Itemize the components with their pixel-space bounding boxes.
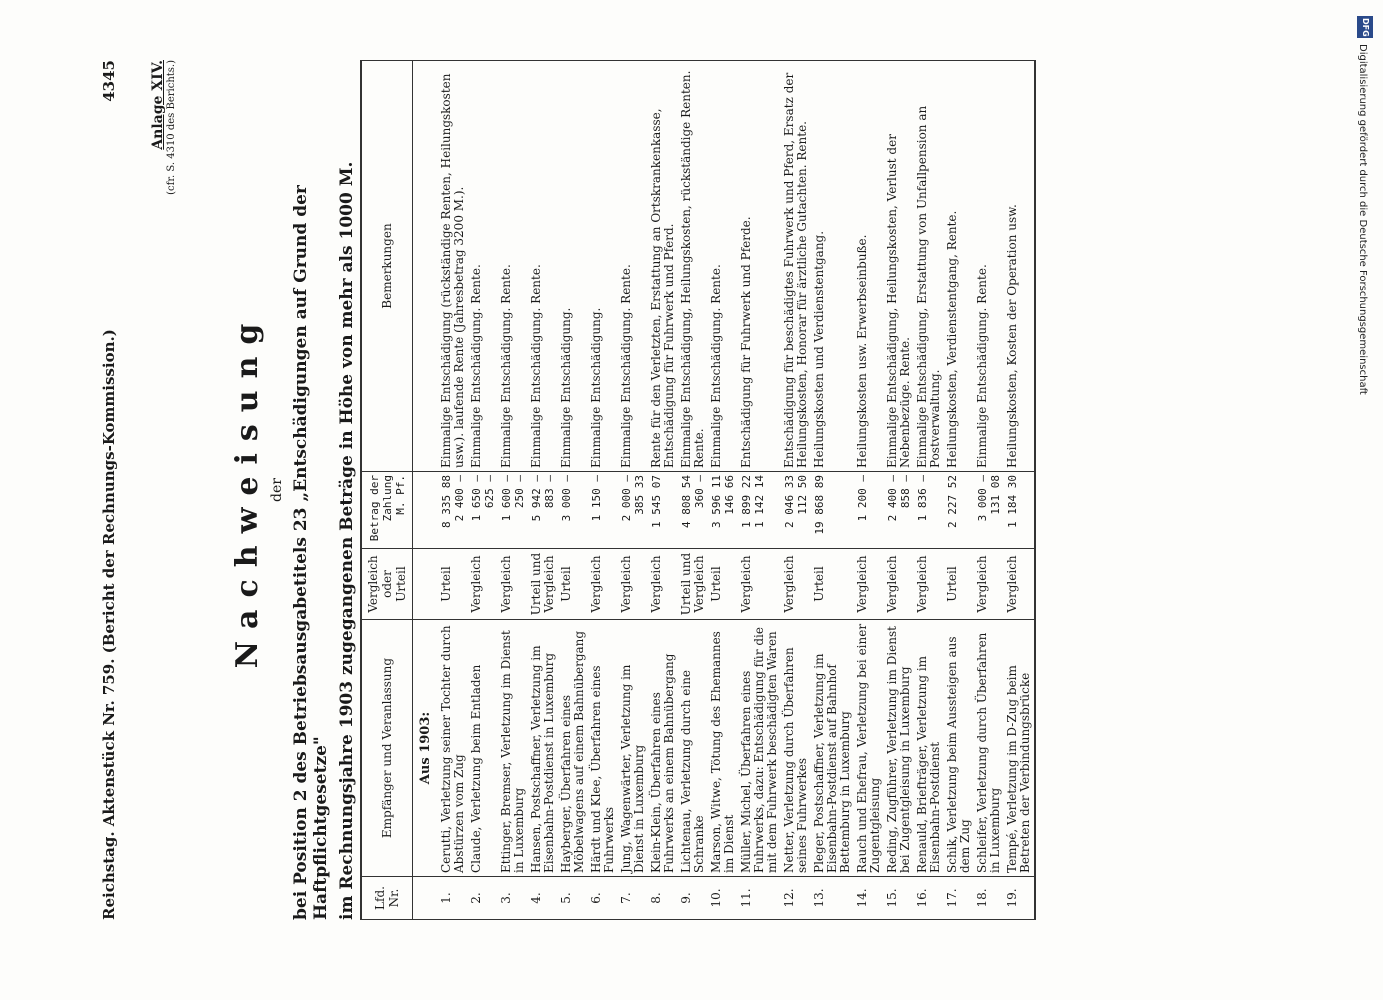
col-bemerkungen: Bemerkungen [361,61,413,472]
dfg-logo: DFG [1357,16,1373,38]
row-betrag: 1 200 — [854,472,884,549]
payments-table [360,60,1036,920]
row-art: Vergleich [854,549,884,620]
table-row [884,61,914,920]
col-art: Vergleich oder Urteil [361,549,413,620]
row-empfaenger: Rauch und Ehefrau, Verletzung bei einer Zugentgleisung [854,620,884,877]
row-bemerkungen: Einmalige Entschädigung. Rente. [468,61,498,472]
table-row [678,61,708,920]
row-bemerkungen: Heilungskosten usw. Erwerbseinbuße. [854,61,884,472]
row-nr: 13. [811,877,854,920]
anlage-title: Anlage XIV. [150,60,166,150]
row-betrag: 8 335 88 2 400 — [438,472,468,549]
table-row [811,61,854,920]
row-bemerkungen: Einmalige Entschädigung, Heilungskosten, Verlust der Nebenbezüge. Rente. [884,61,914,472]
row-art: Urteil [811,549,854,620]
row-empfaenger: Müller, Michel, Überfahren eines Fuhrwerks, dazu: Entschädigung für die mit dem Fuhrwerk beschädigten Waren [738,620,781,877]
table-row [1004,61,1035,920]
table-row [468,61,498,920]
table-row [558,61,588,920]
row-betrag: 3 000 — [558,472,588,549]
row-art: Vergleich [468,549,498,620]
page-number: 4345 [100,60,118,102]
table-row [708,61,738,920]
row-nr: 17. [944,877,974,920]
row-art: Vergleich [781,549,811,620]
anlage-label [150,60,177,195]
row-betrag: 1 836 — [914,472,944,549]
table-row [974,61,1004,920]
row-bemerkungen: Einmalige Entschädigung. Rente. [528,61,558,472]
row-bemerkungen: Heilungskosten und Verdienstentgang. [811,61,854,472]
row-art: Vergleich [498,549,528,620]
row-betrag: 1 600 — 250 — [498,472,528,549]
table-row [438,61,468,920]
row-bemerkungen: Einmalige Entschädigung. Rente. [618,61,648,472]
col-empfaenger: Empfänger und Veranlassung [361,620,413,877]
row-empfaenger: Cerutti, Verletzung seiner Tochter durch Abstürzen vom Zug [438,620,468,877]
table-row [914,61,944,920]
title-line-2: im Rechnungsjahre 1903 zugegangenen Beträge in Höhe von mehr als 1000 M. [337,161,357,920]
table-header-row [361,61,413,920]
table-body [413,61,1036,920]
row-bemerkungen: Entschädigung für Fuhrwerk und Pferde. [738,61,781,472]
row-art: Urteil [438,549,468,620]
row-art: Urteil [558,549,588,620]
row-betrag: 1 184 30 [1004,472,1035,549]
row-nr: 12. [781,877,811,920]
anlage-ref: (cfr. S. 4310 des Berichts.) [166,60,177,195]
row-bemerkungen: Einmalige Entschädigung. Rente. [498,61,528,472]
row-bemerkungen: Einmalige Entschädigung, Heilungskosten, rückständige Renten. Rente. [678,61,708,472]
col-nr: Lfd. Nr. [361,877,413,920]
row-bemerkungen: Heilungskosten, Kosten der Operation usw. [1004,61,1035,472]
row-betrag: 2 000 — 385 33 [618,472,648,549]
row-empfaenger: Renauld, Briefträger, Verletzung im Eisenbahn-Postdienst [914,620,944,877]
row-betrag: 3 000 — 131 08 [974,472,1004,549]
row-art: Vergleich [884,549,914,620]
row-art: Vergleich [1004,549,1035,620]
row-empfaenger: Reding, Zugführer, Verletzung im Dienst bei Zugentgleisung in Luxemburg [884,620,914,877]
row-empfaenger: Schik, Verletzung beim Aussteigen aus dem Zug [944,620,974,877]
row-empfaenger: Lichtenau, Verletzung durch eine Schranke [678,620,708,877]
row-empfaenger: Claude, Verletzung beim Entladen [468,620,498,877]
row-betrag: 2 046 33 112 50 [781,472,811,549]
row-bemerkungen: Einmalige Entschädigung. [558,61,588,472]
row-art: Vergleich [738,549,781,620]
row-bemerkungen: Einmalige Entschädigung, Erstattung von Unfallpension an Postverwaltung. [914,61,944,472]
table-row [528,61,558,920]
table-row [648,61,678,920]
row-nr: 11. [738,877,781,920]
rotated-document-sheet [90,60,1290,920]
running-header [90,60,130,920]
row-betrag: 2 227 52 [944,472,974,549]
col-betrag-units: M. Pf. [393,475,407,515]
row-nr: 1. [438,877,468,920]
row-art: Vergleich [588,549,618,620]
row-empfaenger: Marson, Witwe, Tötung des Ehemannes im Dienst [708,620,738,877]
table-row [588,61,618,920]
row-nr: 18. [974,877,1004,920]
table-row [781,61,811,920]
row-empfaenger: Tempé, Verletzung im D-Zug beim Betreten der Verbindungsbrücke [1004,620,1035,877]
row-empfaenger: Hansen, Postschaffner, Verletzung im Eisenbahn-Postdienst in Luxemburg [528,620,558,877]
col-betrag [361,472,413,549]
title-line-1: bei Position 2 des Betriebsausgabetitels 23 „Entschädigungen auf Grund der Haftpflichtgesetze" [291,185,331,920]
row-art: Urteil [944,549,974,620]
row-betrag: 1 150 — [588,472,618,549]
row-art: Vergleich [618,549,648,620]
row-bemerkungen: Einmalige Entschädigung. [588,61,618,472]
row-nr: 10. [708,877,738,920]
row-nr: 3. [498,877,528,920]
section-row [413,61,439,920]
row-nr: 6. [588,877,618,920]
row-bemerkungen: Einmalige Entschädigung. Rente. [708,61,738,472]
table-row [738,61,781,920]
row-nr: 15. [884,877,914,920]
row-bemerkungen: Einmalige Entschädigung (rückständige Renten, Heilungskosten usw.). laufende Rente (Jahresbetrag 3200 M.). [438,61,468,472]
title-main: Nachweisung [230,311,265,669]
row-empfaenger: Schleifer, Verletzung durch Überfahren in Luxemburg [974,620,1004,877]
row-empfaenger: Pleger, Postschaffner, Verletzung im Eisenbahn-Postdienst auf Bahnhof Bettemburg in Luxemburg [811,620,854,877]
dfg-credit: Digitalisierung gefördert durch die Deutsche Forschungsgemeinschaft [1357,44,1368,395]
row-betrag: 1 650 — 625 — [468,472,498,549]
row-art: Urteil und Vergleich [678,549,708,620]
title-der: der [269,478,285,502]
row-art: Vergleich [914,549,944,620]
header-title: Reichstag. Aktenstück Nr. 759. (Bericht der Rechnungs-Kommission.) [100,329,118,920]
row-nr: 19. [1004,877,1035,920]
dfg-watermark [1355,10,1377,990]
row-nr: 4. [528,877,558,920]
table-row [944,61,974,920]
row-empfaenger: Jung, Wagenwärter, Verletzung im Dienst in Luxemburg [618,620,648,877]
row-betrag: 2 400 — 858 — [884,472,914,549]
row-betrag: 1 899 22 1 142 14 [738,472,781,549]
row-nr: 5. [558,877,588,920]
row-betrag: 1 545 07 [648,472,678,549]
row-betrag: 19 868 89 [811,472,854,549]
section-heading: Aus 1903: [413,620,439,877]
row-empfaenger: Netter, Verletzung durch Überfahren seines Fuhrwerkes [781,620,811,877]
row-empfaenger: Ettinger, Bremser, Verletzung im Dienst in Luxemburg [498,620,528,877]
row-betrag: 3 596 11 146 66 [708,472,738,549]
document-title [230,60,357,920]
row-bemerkungen: Entschädigung für beschädigtes Fuhrwerk und Pferd, Ersatz der Heilungskosten, Honorar für ärztliche Gutachten. Rente. [781,61,811,472]
row-bemerkungen: Rente für den Verletzten, Erstattung an Ortskrankenkasse, Entschädigung für Fuhrwerk und Pferd. [648,61,678,472]
row-art: Urteil und Vergleich [528,549,558,620]
table-row [854,61,884,920]
row-bemerkungen: Einmalige Entschädigung. Rente. [974,61,1004,472]
row-art: Vergleich [974,549,1004,620]
table-row [498,61,528,920]
row-nr: 14. [854,877,884,920]
table-row [618,61,648,920]
row-bemerkungen: Heilungskosten, Verdienstentgang, Rente. [944,61,974,472]
row-nr: 7. [618,877,648,920]
row-art: Vergleich [648,549,678,620]
row-betrag: 5 942 — 883 — [528,472,558,549]
row-empfaenger: Hayberger, Überfahren eines Möbelwagens auf einem Bahnübergang [558,620,588,877]
row-nr: 16. [914,877,944,920]
row-art: Urteil [708,549,738,620]
row-nr: 2. [468,877,498,920]
row-empfaenger: Klein-Klein, Überfahren eines Fuhrwerks an einem Bahnübergang [648,620,678,877]
row-empfaenger: Härdt und Klee, Überfahren eines Fuhrwerks [588,620,618,877]
row-nr: 9. [678,877,708,920]
row-nr: 8. [648,877,678,920]
col-betrag-label: Betrag der Zahlung [367,475,394,542]
row-betrag: 4 808 54 360 — [678,472,708,549]
